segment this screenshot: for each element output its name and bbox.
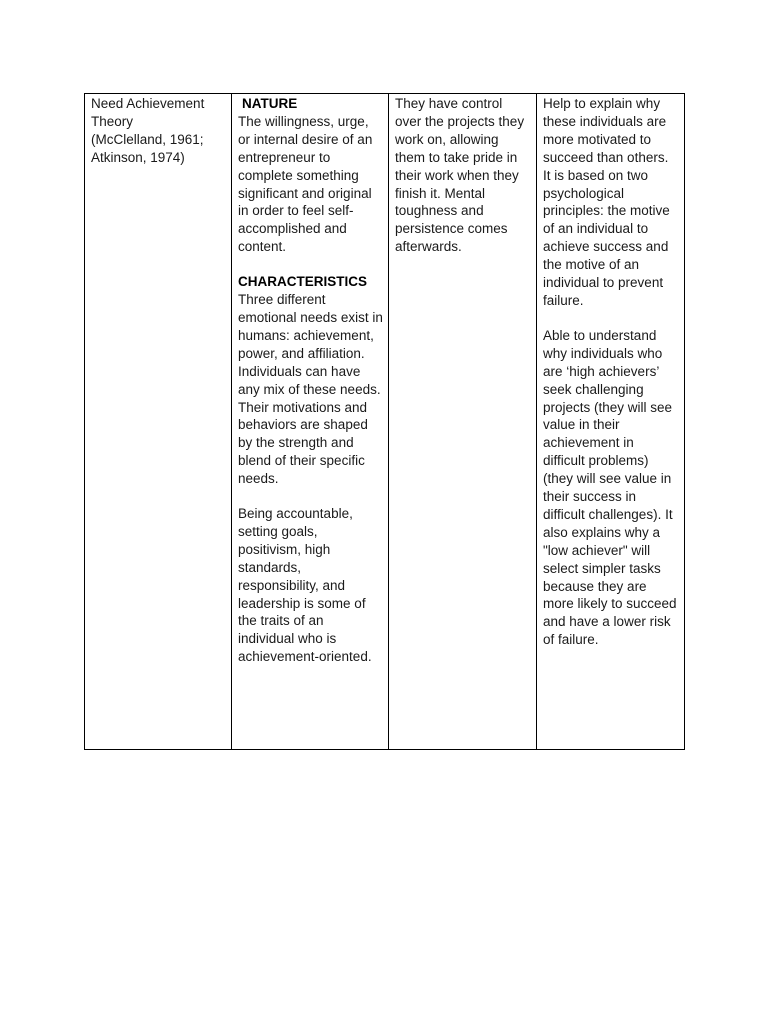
nature-text: The willingness, urge, or internal desire of an entrepreneur to complete something significant and original in order to feel self-accomplished and content. [238, 113, 373, 255]
theory-cell [85, 94, 232, 750]
explanation-paragraph-1: Help to explain why these individuals are more motivated to succeed than others. It is based on two psychological principles: the motive of an individual to achieve success and the motive of an individual to prevent failure. [543, 96, 670, 308]
characteristics-paragraph-2: Being accountable, setting goals, positivism, high standards, responsibility, and leadership is some of the traits of an individual who is achievement-oriented. [238, 506, 372, 665]
theory-table [84, 93, 685, 750]
explanation-cell [537, 94, 685, 750]
characteristics-paragraph-1: Three different emotional needs exist in humans: achievement, power, and affiliation. Individuals can have any mix of these needs. Their motivations and behaviors are shaped by the strength and blend of their specific needs. [238, 292, 383, 487]
control-text: They have control over the projects they work on, allowing them to take pride in their work when they finish it. Mental toughness and persistence comes afterwards. [395, 96, 525, 255]
theory-citation: (McClelland, 1961; Atkinson, 1974) [91, 131, 204, 165]
nature-characteristics-cell [232, 94, 389, 750]
theory-name: Need Achievement Theory [91, 96, 205, 129]
explanation-paragraph-2: Able to understand why individuals who are ‘high achievers’ seek challenging projects (they will see value in their achievement in difficult problems) (they will see value in their success in difficult challenges). It also explains why a "low achiever" will select simpler tasks because they are more likely to succeed and have a lower risk of failure. [543, 327, 677, 648]
nature-heading: NATURE [242, 96, 298, 111]
table-row [85, 94, 685, 750]
characteristics-heading: CHARACTERISTICS [238, 274, 368, 290]
control-cell [389, 94, 537, 750]
